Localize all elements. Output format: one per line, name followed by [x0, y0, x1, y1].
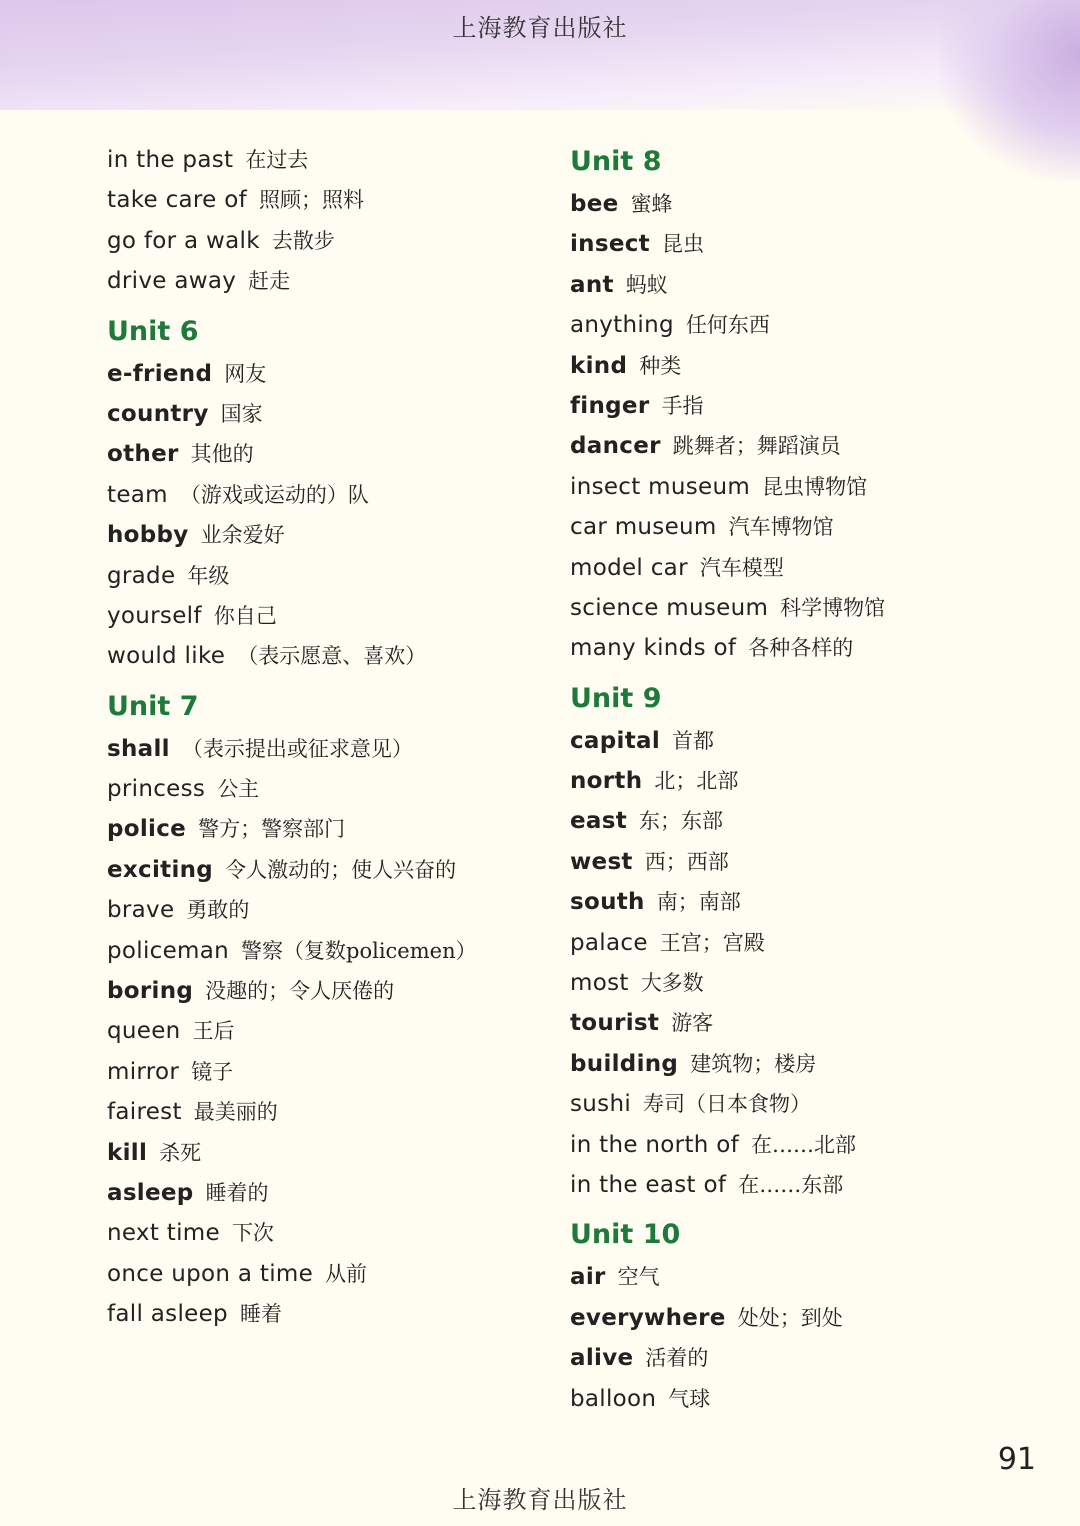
chinese-meaning: 睡着的 [205, 1180, 269, 1205]
chinese-meaning: 国家 [220, 401, 263, 426]
chinese-meaning: 杀死 [159, 1140, 202, 1165]
english-term: other [107, 441, 179, 468]
vocab-entry [107, 850, 547, 890]
vocab-entry [107, 1294, 547, 1334]
chinese-meaning: 气球 [668, 1386, 711, 1411]
english-term: team [107, 481, 168, 508]
vocab-entry [570, 1125, 1040, 1165]
vocab-entry [570, 1003, 1040, 1043]
english-term: anything [570, 312, 674, 339]
english-term: brave [107, 897, 175, 924]
english-term: in the north of [570, 1131, 740, 1158]
vocabulary-column-right [570, 140, 1040, 1419]
english-term: tourist [570, 1010, 660, 1037]
vocab-entry [570, 761, 1040, 801]
vocab-entry [107, 596, 547, 636]
chinese-meaning: 游客 [671, 1011, 714, 1036]
vocab-entry [570, 1165, 1040, 1205]
chinese-meaning: 首都 [672, 728, 715, 753]
english-term: country [107, 400, 209, 427]
english-term: balloon [570, 1385, 657, 1412]
chinese-meaning: 科学博物馆 [780, 595, 886, 620]
publisher-footer: 上海教育出版社 [452, 1486, 628, 1514]
english-term: would like [107, 643, 226, 670]
vocab-entry [107, 809, 547, 849]
english-term: in the past [107, 147, 234, 173]
chinese-meaning: 跳舞者；舞蹈演员 [672, 434, 841, 459]
chinese-meaning: 最美丽的 [193, 1100, 278, 1125]
english-term: once upon a time [107, 1260, 314, 1287]
chinese-meaning: 从前 [325, 1261, 368, 1286]
english-term: south [570, 889, 645, 916]
vocab-entry [107, 971, 547, 1011]
chinese-meaning: 种类 [639, 353, 682, 378]
vocab-entry [107, 1133, 547, 1173]
english-term: alive [570, 1345, 634, 1372]
vocab-entry [107, 1173, 547, 1213]
vocab-entry [570, 507, 1040, 547]
english-term: dancer [570, 433, 661, 460]
vocab-entry [570, 1379, 1040, 1419]
chinese-meaning: 蚂蚁 [625, 272, 668, 297]
chinese-meaning: 照顾；照料 [259, 188, 364, 213]
vocab-entry [107, 394, 547, 434]
english-term: capital [570, 727, 661, 754]
english-term: north [570, 768, 643, 795]
chinese-meaning: 业余爱好 [200, 523, 285, 548]
vocab-entry [570, 184, 1040, 224]
vocab-entry [570, 426, 1040, 466]
chinese-meaning: 汽车博物馆 [728, 515, 834, 540]
english-term: shall [107, 735, 170, 762]
english-term: west [570, 848, 633, 875]
vocab-entry [570, 1084, 1040, 1124]
vocab-entry [107, 729, 547, 769]
vocab-entry [570, 224, 1040, 264]
vocab-entry [107, 261, 547, 301]
chinese-meaning: 任何东西 [685, 313, 770, 338]
english-term: car museum [570, 514, 717, 541]
chinese-meaning: 公主 [217, 777, 260, 802]
english-term: insect [570, 231, 650, 258]
publisher-header: 上海教育出版社 [452, 14, 628, 42]
vocab-entry [570, 346, 1040, 386]
vocab-entry [107, 140, 547, 180]
chinese-meaning: 南；南部 [656, 890, 741, 915]
english-term: ant [570, 271, 614, 298]
chinese-meaning: 王后 [192, 1019, 235, 1044]
vocab-entry [570, 721, 1040, 761]
chinese-meaning: 没趣的；令人厌倦的 [205, 979, 395, 1004]
vocabulary-column-left [107, 140, 547, 1335]
chinese-meaning: 各种各样的 [748, 636, 854, 661]
chinese-meaning: 王宫；宫殿 [659, 930, 765, 955]
chinese-meaning: 空气 [617, 1265, 660, 1290]
english-term: e-friend [107, 360, 213, 387]
english-term: queen [107, 1018, 181, 1045]
vocab-entry [570, 963, 1040, 1003]
vocab-entry [570, 628, 1040, 668]
unit-heading: Unit 9 [570, 682, 662, 714]
vocab-entry [570, 882, 1040, 922]
vocab-entry [107, 354, 547, 394]
english-term: exciting [107, 856, 214, 883]
english-term: yourself [107, 602, 202, 629]
chinese-meaning: 东；东部 [639, 809, 724, 834]
english-term: princess [107, 776, 206, 803]
english-term: bee [570, 191, 619, 217]
chinese-meaning: 其他的 [190, 442, 254, 467]
english-term: building [570, 1050, 679, 1077]
chinese-meaning: 北；北部 [654, 769, 739, 794]
chinese-meaning: 汽车模型 [699, 555, 784, 580]
chinese-meaning: 年级 [187, 563, 230, 588]
vocab-entry [107, 1092, 547, 1132]
chinese-meaning: 在……北部 [751, 1132, 857, 1157]
english-term: kind [570, 352, 628, 379]
chinese-meaning: 睡着 [239, 1302, 282, 1327]
english-term: next time [107, 1220, 220, 1247]
vocab-entry [107, 636, 547, 676]
english-term: drive away [107, 268, 237, 295]
vocab-entry [570, 588, 1040, 628]
english-term: go for a walk [107, 227, 260, 254]
english-term: many kinds of [570, 635, 737, 662]
chinese-meaning: 活着的 [645, 1346, 709, 1371]
vocab-entry [107, 556, 547, 596]
vocab-entry [570, 1298, 1040, 1338]
english-term: fairest [107, 1099, 182, 1126]
vocab-entry [570, 1257, 1040, 1297]
chinese-meaning: 大多数 [640, 971, 704, 996]
vocab-entry [107, 1213, 547, 1253]
english-term: east [570, 808, 628, 835]
chinese-meaning: 警方；警察部门 [198, 817, 346, 842]
chinese-meaning: 建筑物；楼房 [690, 1051, 817, 1076]
vocab-entry [570, 548, 1040, 588]
english-term: take care of [107, 187, 247, 214]
english-term: palace [570, 929, 648, 956]
vocab-entry [107, 890, 547, 930]
vocab-entry [570, 1044, 1040, 1084]
vocab-entry [570, 1338, 1040, 1378]
vocab-entry [570, 386, 1040, 426]
vocab-entry [570, 923, 1040, 963]
chinese-meaning: （游戏或运动的）队 [179, 482, 369, 507]
english-term: policeman [107, 937, 230, 964]
chinese-meaning: 处处；到处 [737, 1305, 843, 1330]
vocab-entry [107, 769, 547, 809]
vocab-entry [570, 467, 1040, 507]
vocab-entry [570, 842, 1040, 882]
english-term: finger [570, 392, 650, 419]
english-term: model car [570, 554, 688, 581]
chinese-meaning: 西；西部 [644, 849, 729, 874]
vocab-entry [570, 265, 1040, 305]
vocab-entry [570, 305, 1040, 345]
vocab-entry [570, 801, 1040, 841]
unit-heading: Unit 8 [570, 146, 662, 177]
chinese-meaning: 昆虫 [661, 232, 704, 257]
english-term: most [570, 970, 629, 997]
vocab-entry [107, 221, 547, 261]
chinese-meaning: （表示提出或征求意见） [181, 736, 413, 761]
english-term: boring [107, 978, 194, 1005]
vocab-entry [107, 1011, 547, 1051]
english-term: kill [107, 1139, 148, 1166]
chinese-meaning: 你自己 [213, 603, 277, 628]
vocab-entry [107, 434, 547, 474]
vocab-entry [107, 515, 547, 555]
vocab-entry [107, 180, 547, 220]
chinese-meaning: 下次 [231, 1221, 274, 1246]
chinese-meaning: （表示愿意、喜欢） [237, 644, 427, 669]
chinese-meaning: 赶走 [248, 269, 291, 294]
english-term: air [570, 1264, 606, 1291]
english-term: hobby [107, 522, 189, 549]
chinese-meaning: 镜子 [191, 1059, 234, 1084]
english-term: in the east of [570, 1171, 727, 1198]
vocab-entry [107, 475, 547, 515]
english-term: mirror [107, 1058, 180, 1085]
chinese-meaning: 勇敢的 [186, 898, 250, 923]
chinese-meaning: 寿司（日本食物） [643, 1092, 812, 1117]
chinese-meaning: 手指 [661, 393, 704, 418]
chinese-meaning: 在……东部 [738, 1172, 844, 1197]
chinese-meaning: 在过去 [245, 148, 309, 172]
vocab-entry [107, 931, 547, 971]
chinese-meaning: 警察（复数policemen） [241, 938, 477, 963]
chinese-meaning: 昆虫博物馆 [762, 474, 868, 499]
unit-heading: Unit 6 [107, 315, 199, 347]
english-term: grade [107, 562, 176, 589]
chinese-meaning: 去散步 [271, 228, 335, 253]
english-term: science museum [570, 594, 769, 621]
english-term: fall asleep [107, 1301, 228, 1328]
page-number: 91 [997, 1442, 1036, 1477]
chinese-meaning: 蜜蜂 [630, 192, 673, 216]
chinese-meaning: 网友 [224, 361, 267, 386]
english-term: sushi [570, 1091, 632, 1118]
chinese-meaning: 令人激动的；使人兴奋的 [225, 857, 457, 882]
english-term: everywhere [570, 1304, 726, 1331]
english-term: insect museum [570, 473, 751, 500]
unit-heading: Unit 10 [570, 1219, 681, 1251]
english-term: asleep [107, 1179, 194, 1206]
english-term: police [107, 816, 187, 843]
unit-heading: Unit 7 [107, 690, 199, 722]
vocab-entry [107, 1052, 547, 1092]
vocab-entry [107, 1254, 547, 1294]
